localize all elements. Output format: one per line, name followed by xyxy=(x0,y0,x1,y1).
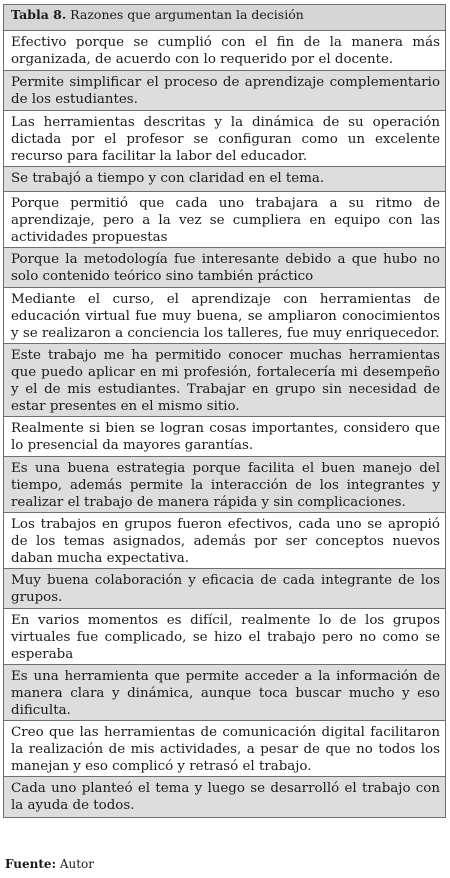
table-row: Es una herramienta que permite acceder a la información de manera clara y dinámica, aunque toca buscar mucho y eso dificulta. xyxy=(4,664,445,720)
table-caption-label: Tabla 8. xyxy=(11,7,67,22)
table-row: Las herramientas descritas y la dinámica de su operación dictada por el profesor se configuran como un excelente recurso para facilitar la labor del educador. xyxy=(4,110,445,166)
table-row: Este trabajo me ha permitido conocer muchas herramientas que puedo aplicar en mi profesión, fortalecería mi desempeño y el de mis estudiantes. Trabajar en grupo sin necesidad de estar presentes en el mismo sitio. xyxy=(4,343,445,416)
table-row: Creo que las herramientas de comunicación digital facilitaron la realización de mis actividades, a pesar de que no todos los manejan y eso complicó y retrasó el trabajo. xyxy=(4,720,445,776)
source-text: Autor xyxy=(56,857,94,871)
table-row: Porque la metodología fue interesante debido a que hubo no solo contenido teórico sino también práctico xyxy=(4,247,445,287)
source-label: Fuente: xyxy=(5,857,56,871)
table-source-note xyxy=(5,857,94,872)
table-row: Es una buena estrategia porque facilita el buen manejo del tiempo, además permite la interacción de los integrantes y realizar el trabajo de manera rápida y sin complicaciones. xyxy=(4,456,445,512)
table-row: Cada uno planteó el tema y luego se desarrolló el trabajo con la ayuda de todos. xyxy=(4,776,445,817)
table-row: Los trabajos en grupos fueron efectivos, cada uno se apropió de los temas asignados, además por ser conceptos nuevos daban mucha expectativa. xyxy=(4,512,445,568)
table-caption-text: Razones que argumentan la decisión xyxy=(66,7,304,22)
table-row: Porque permitió que cada uno trabajara a su ritmo de aprendizaje, pero a la vez se cumpliera en equipo con las actividades propuestas xyxy=(4,191,445,247)
table-row: Realmente si bien se logran cosas importantes, considero que lo presencial da mayores garantías. xyxy=(4,416,445,456)
table-row: Permite simplificar el proceso de aprendizaje complementario de los estudiantes. xyxy=(4,70,445,110)
table-caption xyxy=(4,5,445,30)
table-row: Muy buena colaboración y eficacia de cada integrante de los grupos. xyxy=(4,568,445,608)
reasons-table xyxy=(3,4,446,818)
table-row: Se trabajó a tiempo y con claridad en el tema. xyxy=(4,166,445,191)
table-row: Efectivo porque se cumplió con el fin de la manera más organizada, de acuerdo con lo requerido por el docente. xyxy=(4,30,445,70)
table-row: Mediante el curso, el aprendizaje con herramientas de educación virtual fue muy buena, se ampliaron conocimientos y se realizaron a conciencia los talleres, fue muy enriquecedor. xyxy=(4,287,445,343)
table-row: En varios momentos es difícil, realmente lo de los grupos virtuales fue complicado, se hizo el trabajo pero no como se esperaba xyxy=(4,608,445,664)
